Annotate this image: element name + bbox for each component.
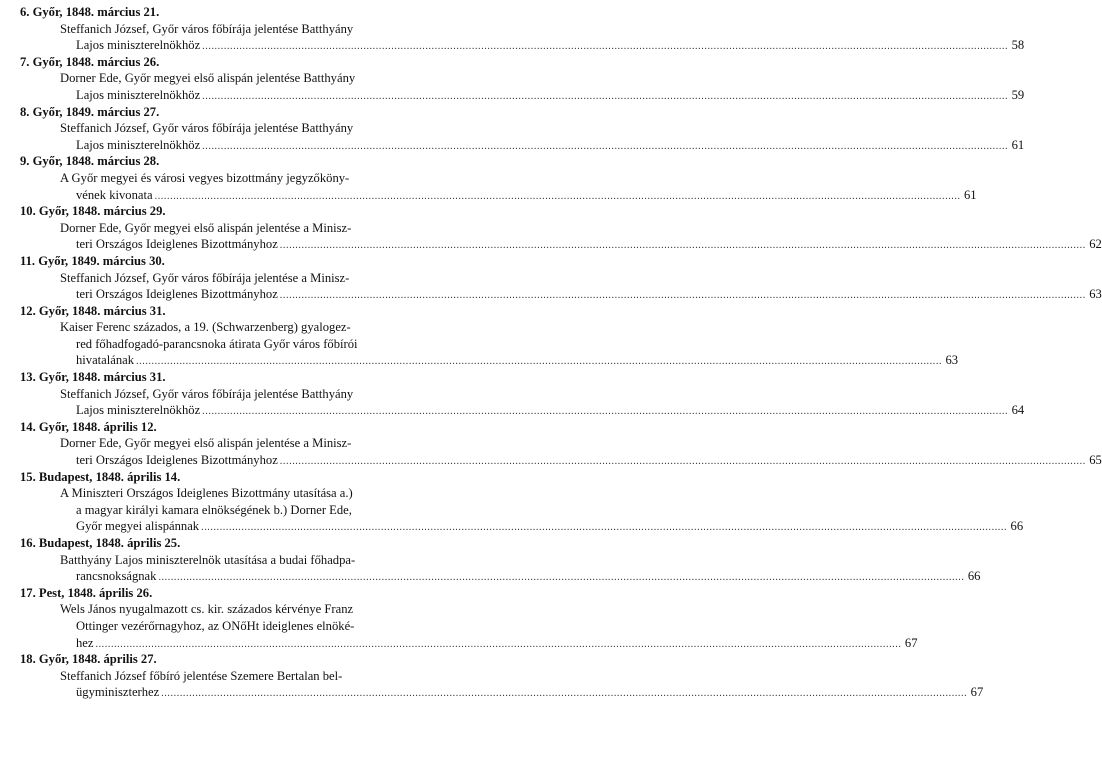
entry-description-line: Steffanich József, Győr város főbírája jelentése Batthyány: [60, 121, 354, 136]
toc-entry: [20, 469, 1024, 535]
page-number: 67: [970, 685, 984, 700]
dot-leader: ....................................................................................................................................................................................................................................................................: [279, 240, 1086, 252]
entry-heading: 11. Győr, 1849. március 30.: [20, 253, 165, 268]
entry-heading: 6. Győr, 1848. március 21.: [20, 5, 160, 19]
toc-entry: [20, 585, 918, 651]
entry-heading: 14. Győr, 1848. április 12.: [20, 419, 157, 434]
table-of-contents: [20, 4, 1102, 701]
entry-heading: 18. Győr, 1848. április 27.: [20, 652, 157, 667]
entry-last-line: [20, 402, 1025, 419]
entry-description-line: Steffanich József, Győr város főbírája jelentése Batthyány: [60, 21, 354, 36]
entry-description-line: a magyar királyi kamara elnökségének b.) Dorner Ede,: [76, 502, 352, 517]
entry-description-line: Ottinger vezérőrnagyhoz, az ONőHt ideiglenes elnöké-: [76, 618, 355, 633]
entry-description-line: red főhadfogadó-parancsnoka átirata Győr város főbírói: [76, 336, 358, 351]
dot-leader: ....................................................................................................................................................................................................................................................................: [279, 290, 1086, 302]
entry-description-line: teri Országos Ideiglenes Bizottmányhoz: [76, 237, 278, 252]
page-number: 59: [1011, 87, 1025, 102]
entry-description-line: Wels János nyugalmazott cs. kir. százados kérvénye Franz: [60, 602, 354, 617]
toc-entry: [20, 303, 959, 369]
entry-heading: 7. Győr, 1848. március 26.: [20, 54, 160, 69]
page-number: 63: [1089, 287, 1102, 302]
entry-heading: 13. Győr, 1848. március 31.: [20, 370, 166, 385]
entry-description-line: Dorner Ede, Győr megyei első alispán jelentése a Minisz-: [60, 220, 352, 235]
page-number: 64: [1011, 403, 1025, 418]
entry-heading: 9. Győr, 1848. március 28.: [20, 154, 160, 169]
entry-description-line: Steffanich József, Győr város főbírája jelentése a Minisz-: [60, 270, 350, 285]
entry-description-line: teri Országos Ideiglenes Bizottmányhoz: [76, 287, 278, 302]
entry-last-line: [20, 518, 1024, 535]
entry-last-line: [20, 236, 1102, 253]
page-number: 61: [964, 187, 977, 202]
dot-leader: ....................................................................................................................................................................................................................................................................: [202, 41, 1009, 53]
entry-description-line: teri Országos Ideiglenes Bizottmányhoz: [76, 453, 278, 468]
entry-last-line: [20, 452, 1102, 469]
page-number: 63: [945, 353, 959, 368]
toc-entry: [20, 419, 1102, 469]
entry-description-line: A Győr megyei és városi vegyes bizottmány jegyzőköny-: [60, 170, 350, 185]
entry-description-line: A Miniszteri Országos Ideiglenes Bizottmány utasítása a.): [60, 486, 353, 501]
toc-entry: [20, 54, 1025, 104]
dot-leader: ....................................................................................................................................................................................................................................................................: [202, 406, 1009, 418]
entry-last-line: [20, 137, 1025, 154]
entry-description-line: Steffanich József főbíró jelentése Szemere Bertalan bel-: [60, 668, 343, 683]
entry-last-line: [20, 568, 981, 585]
toc-entry: [20, 651, 984, 701]
entry-heading: 15. Budapest, 1848. április 14.: [20, 469, 181, 484]
toc-entry: [20, 4, 1025, 54]
entry-heading: 17. Pest, 1848. április 26.: [20, 585, 153, 600]
page-number: 58: [1011, 38, 1025, 53]
dot-leader: ....................................................................................................................................................................................................................................................................: [136, 356, 943, 368]
page-number: 66: [1010, 519, 1024, 534]
entry-description-line: Győr megyei alispánnak: [76, 519, 200, 534]
entry-last-line: [20, 352, 959, 369]
dot-leader: ....................................................................................................................................................................................................................................................................: [279, 456, 1086, 468]
entry-heading: 10. Győr, 1848. március 29.: [20, 204, 166, 219]
page-number: 66: [967, 569, 981, 584]
entry-last-line: [20, 37, 1025, 54]
entry-heading: 12. Győr, 1848. március 31.: [20, 303, 166, 318]
page-number: 61: [1011, 137, 1025, 152]
entry-description-line: Steffanich József, Győr város főbírája jelentése Batthyány: [60, 386, 354, 401]
dot-leader: ....................................................................................................................................................................................................................................................................: [161, 688, 968, 700]
entry-description-line: Lajos miniszterelnökhöz: [76, 38, 201, 53]
entry-description-line: rancsnokságnak: [76, 569, 157, 584]
entry-description-line: ügyminiszterhez: [76, 685, 160, 700]
entry-last-line: [20, 684, 984, 701]
dot-leader: ....................................................................................................................................................................................................................................................................: [202, 90, 1009, 102]
toc-entry: [20, 104, 1025, 154]
page-number: 62: [1089, 237, 1102, 252]
dot-leader: ....................................................................................................................................................................................................................................................................: [158, 572, 965, 584]
entry-last-line: [20, 635, 918, 652]
entry-description-line: Kaiser Ferenc százados, a 19. (Schwarzenberg) gyalogez-: [60, 320, 351, 335]
dot-leader: ....................................................................................................................................................................................................................................................................: [154, 190, 961, 202]
dot-leader: ....................................................................................................................................................................................................................................................................: [95, 638, 902, 650]
dot-leader: ....................................................................................................................................................................................................................................................................: [201, 522, 1008, 534]
entry-last-line: [20, 286, 1102, 303]
entry-description-line: Lajos miniszterelnökhöz: [76, 137, 201, 152]
page-number: 65: [1089, 453, 1102, 468]
entry-description-line: Dorner Ede, Győr megyei első alispán jelentése Batthyány: [60, 71, 356, 86]
dot-leader: ....................................................................................................................................................................................................................................................................: [202, 140, 1009, 152]
entry-last-line: [20, 187, 977, 204]
toc-entry: [20, 369, 1025, 419]
entry-description-line: Batthyány Lajos miniszterelnök utasítása a budai főhadpa-: [60, 552, 356, 567]
toc-entry: [20, 535, 981, 585]
entry-last-line: [20, 87, 1025, 104]
entry-description-line: Dorner Ede, Győr megyei első alispán jelentése a Minisz-: [60, 436, 352, 451]
toc-entry: [20, 153, 977, 203]
toc-entry: [20, 253, 1102, 303]
entry-heading: 16. Budapest, 1848. április 25.: [20, 536, 181, 550]
toc-entry: [20, 203, 1102, 253]
entry-description-line: hez: [76, 635, 94, 650]
entry-description-line: Lajos miniszterelnökhöz: [76, 87, 201, 102]
entry-heading: 8. Győr, 1849. március 27.: [20, 104, 160, 119]
page-number: 67: [904, 635, 918, 650]
entry-description-line: vének kivonata: [76, 187, 153, 202]
entry-description-line: hivatalának: [76, 353, 135, 368]
entry-description-line: Lajos miniszterelnökhöz: [76, 403, 201, 418]
